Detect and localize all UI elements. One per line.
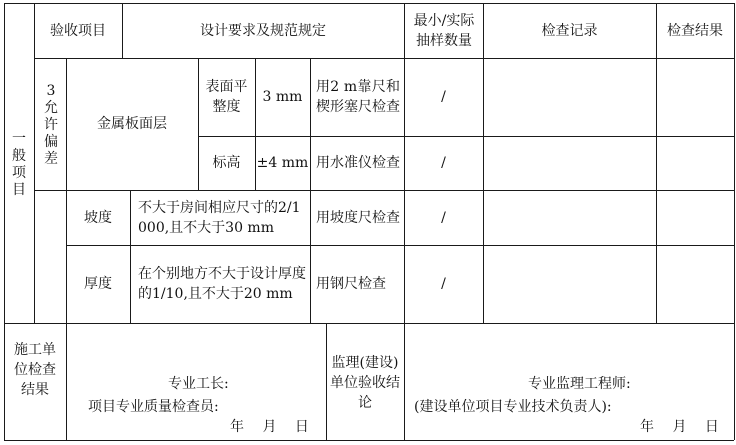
metal-plate-layer: 金属板面层	[97, 116, 167, 132]
thickness-sampling: /	[441, 276, 446, 292]
elevation-sampling: /	[441, 155, 446, 171]
thickness-requirement: 在个别地方不大于设计厚度的1/10,且不大于20 mm	[138, 266, 306, 302]
supervision-label: 监理(建设)单位验收结论	[330, 355, 400, 411]
slope-method-text: 用坡度尺检查	[316, 209, 400, 226]
construction-date: 年 月 日	[230, 419, 309, 435]
engineer-note: (建设单位项目专业技术负责人):	[414, 399, 612, 415]
slope-method	[316, 192, 400, 243]
col-divider-g	[310, 58, 311, 323]
table-border-bottom	[4, 440, 734, 441]
elevation-item: 标高	[212, 155, 241, 171]
elevation-method	[316, 138, 400, 188]
table-border-right	[734, 3, 735, 440]
flatness-method-text: 用2 m靠尺和楔形塞尺检查	[316, 79, 400, 115]
general-items-label: 一般项目	[12, 131, 26, 198]
engineer-label: 专业监理工程师:	[528, 376, 631, 392]
table-border-left	[4, 3, 5, 440]
header-sampling: 最小/实际抽样数量	[413, 12, 475, 49]
col-divider-h	[326, 323, 327, 440]
flatness-method	[316, 60, 400, 134]
header-result: 检查结果	[667, 22, 723, 39]
flatness-item: 表面平整度	[205, 79, 248, 115]
header-requirement: 设计要求及规范规定	[200, 22, 326, 39]
header-item: 验收项目	[50, 22, 106, 39]
foreman-label: 专业工长:	[168, 376, 229, 392]
construction-check-label: 施工单位检查结果	[14, 342, 56, 398]
col-divider-d	[130, 190, 131, 323]
elevation-method-text: 用水准仪检查	[316, 155, 400, 171]
elevation-value: ±4 mm	[256, 155, 309, 171]
footer-divider	[4, 323, 734, 324]
inspector-label: 项目专业质量检查员:	[88, 399, 219, 415]
thickness-method: 用钢尺检查	[316, 276, 386, 292]
allowable-deviation-label: 3允许偏差	[44, 82, 58, 167]
slope-sampling: /	[441, 209, 446, 226]
thickness-item: 厚度	[84, 276, 112, 292]
slope-item: 坡度	[84, 209, 112, 226]
supervision-date: 年 月 日	[640, 419, 719, 435]
slope-requirement: 不大于房间相应尺寸的2/1 000,且不大于30 mm	[138, 199, 301, 236]
header-record: 检查记录	[541, 22, 598, 39]
flatness-value: 3 mm	[262, 89, 303, 105]
flatness-sampling: /	[441, 89, 446, 105]
